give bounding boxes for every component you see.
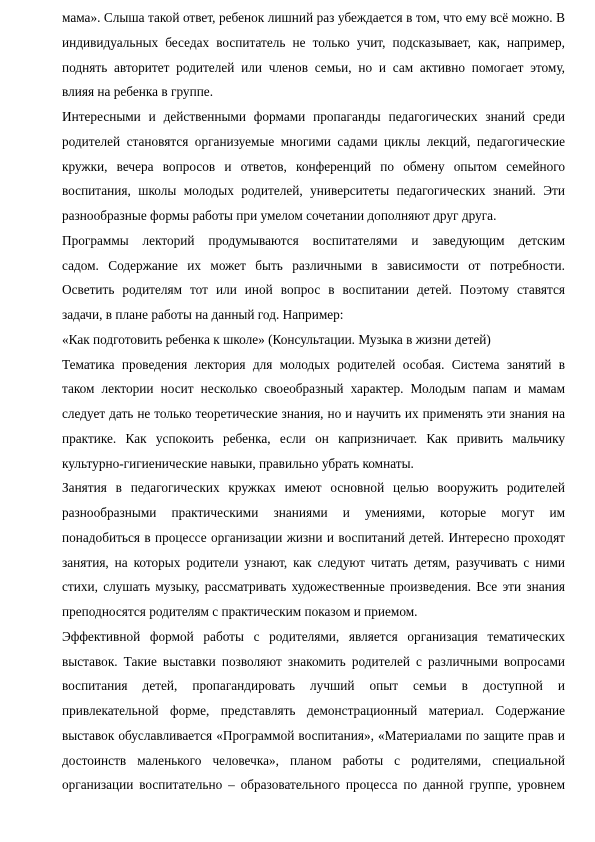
- text-line: стихи, слушать музыку, рассматривать художественные произведения. Все эти знания: [62, 579, 565, 595]
- text-line: воспитания детей, пропагандировать лучший опыт семьи в доступной и: [62, 678, 565, 694]
- text-line: выставок обуславливается «Программой воспитания», «Материалами по защите прав и: [62, 727, 565, 743]
- text-line: Программы лекторий продумываются воспитателями и заведующим детским: [62, 232, 565, 248]
- text-line: таком лектории носит несколько своеобразный характер. Молодым папам и мамам: [62, 381, 565, 397]
- text-line: практике. Как успокоить ребенка, если он капризничает. Как привить мальчику: [62, 430, 565, 446]
- text-line: мама». Слыша такой ответ, ребенок лишний раз убеждается в том, что ему всё можно. В: [62, 10, 565, 25]
- text-line: садом. Содержание их может быть различными в зависимости от потребности.: [62, 257, 565, 273]
- text-line: влияя на ребенка в группе.: [62, 84, 214, 100]
- text-line: Осветить родителям тот или иной вопрос в воспитании детей. Поэтому ставятся: [62, 282, 565, 298]
- text-line: индивидуальных беседах воспитатель не только учит, подсказывает, как, например,: [62, 34, 565, 50]
- text-line: «Как подготовить ребенка к школе» (Консультации. Музыка в жизни детей): [62, 331, 491, 347]
- text-line: воспитания, школы молодых родителей, университеты педагогических знаний. Эти: [62, 183, 565, 199]
- text-line: понадобиться в процессе организации жизни и воспитаний детей. Интересно проходят: [62, 529, 565, 545]
- text-line: культурно-гигиенические навыки, правильно убрать комнаты.: [62, 455, 414, 471]
- text-line: разнообразными практическими знаниями и умениями, которые могут им: [62, 505, 565, 520]
- text-line: кружки, вечера вопросов и ответов, конференций по обмену опытом семейного: [62, 158, 565, 174]
- text-line: следует дать не только теоретические знания, но и научить их применять эти знания на: [62, 406, 565, 421]
- text-line: Интересными и действенными формами пропаганды педагогических знаний среди: [62, 109, 565, 124]
- text-line: родителей становятся организуемые многими садами циклы лекций, педагогические: [62, 133, 565, 149]
- text-line: преподносятся родителям с практическим показом и приемом.: [62, 604, 418, 619]
- text-line: организации воспитательно – образовательного процесса по данной группе, уровнем: [62, 777, 565, 793]
- text-line: задачи, в плане работы на данный год. Например:: [62, 307, 344, 322]
- text-line: занятия, на которых родители узнают, как следуют читать детям, разучивать с ними: [62, 554, 565, 570]
- text-line: поднять авторитет родителей или членов семьи, но и сам активно помогает этому,: [62, 59, 565, 75]
- text-line: разнообразные формы работы при умелом сочетании дополняют друг друга.: [62, 208, 497, 223]
- document-page: [62, 6, 565, 798]
- text-line: Тематика проведения лектория для молодых родителей особая. Система занятий в: [62, 356, 565, 372]
- text-line: Эффективной формой работы с родителями, является организация тематических: [62, 628, 565, 644]
- text-line: достоинств маленького человечка», планом работы с родителями, специальной: [62, 752, 565, 768]
- text-line: привлекательной форме, представлять демонстрационный материал. Содержание: [62, 703, 565, 718]
- text-line: выставок. Такие выставки позволяют знакомить родителей с различными вопросами: [62, 653, 565, 669]
- text-line: Занятия в педагогических кружках имеют основной целью вооружить родителей: [62, 480, 565, 496]
